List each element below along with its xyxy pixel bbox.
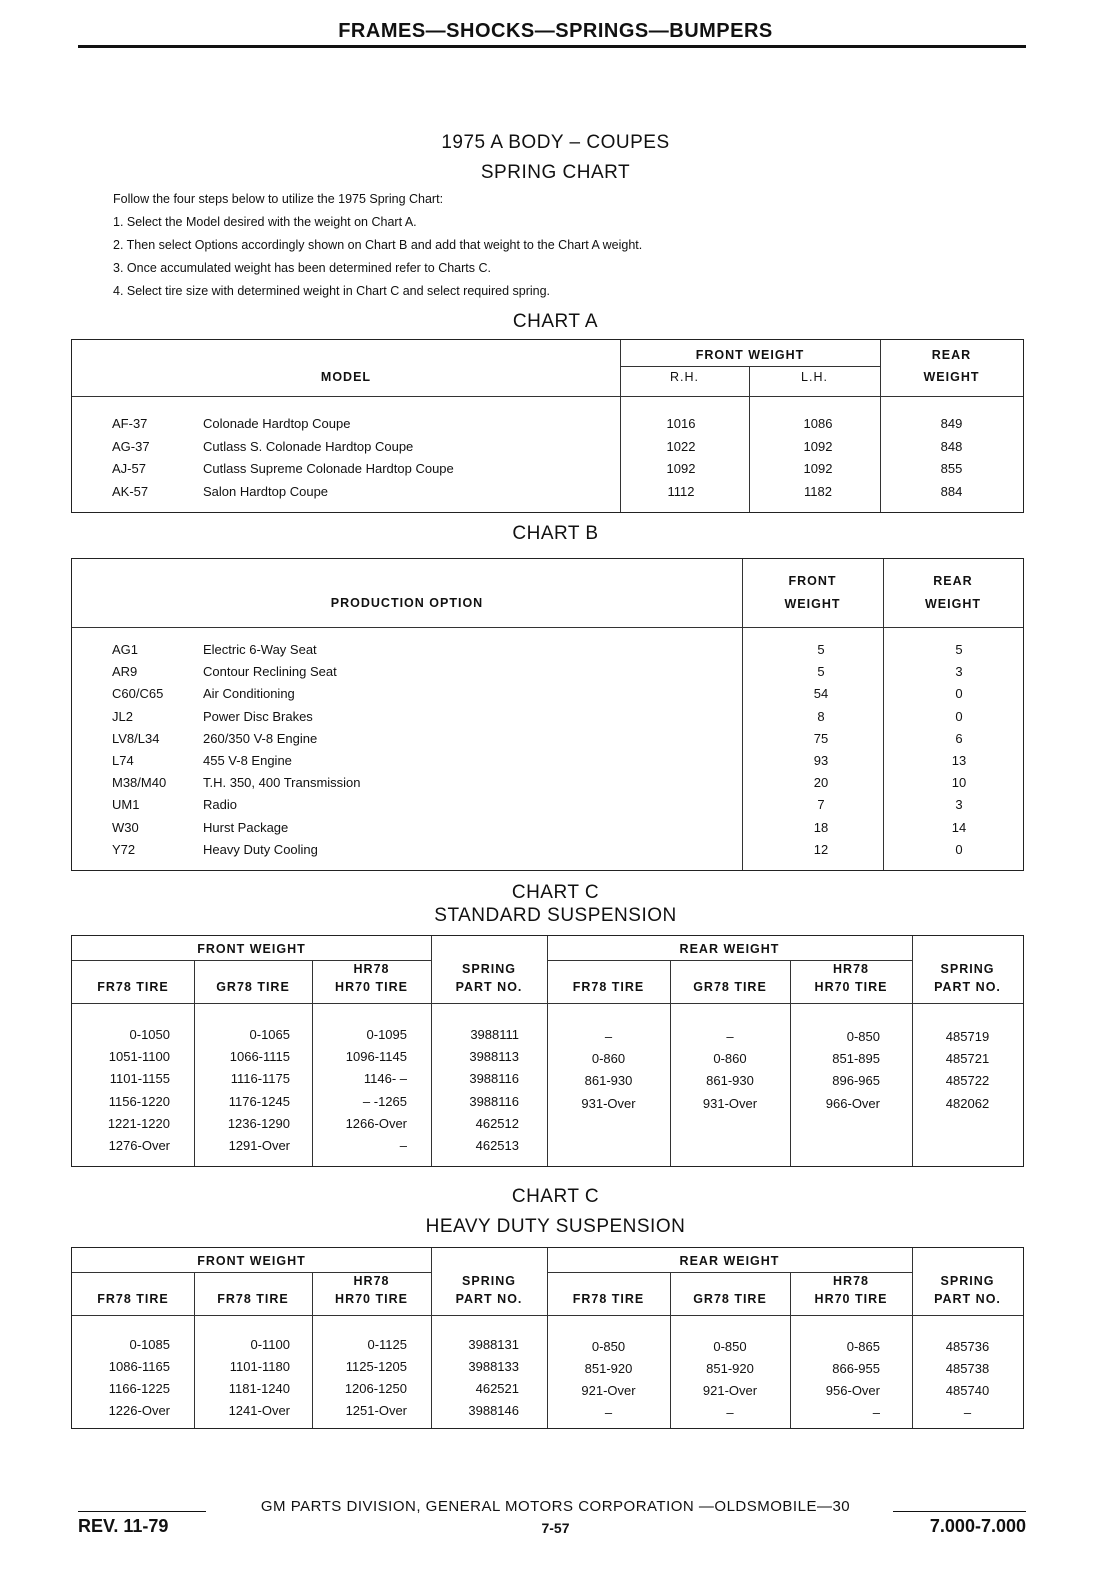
rear-weight: 6 bbox=[955, 730, 963, 746]
column-header-rear: REAR bbox=[931, 348, 972, 362]
front-weight-lh: 1092 bbox=[803, 461, 833, 476]
option-description: Electric 6-Way Seat bbox=[203, 642, 317, 657]
front-gr78: 1066-1115 bbox=[229, 1049, 290, 1065]
column-header-front-weight: FRONT WEIGHT bbox=[197, 942, 306, 956]
column-header-rear-part-no: PART NO. bbox=[934, 1292, 1001, 1306]
front-weight: 12 bbox=[813, 841, 829, 857]
rear-gr78: 861-930 bbox=[706, 1073, 754, 1089]
front-weight: 7 bbox=[817, 797, 825, 813]
option-code: JL2 bbox=[112, 708, 133, 724]
front-weight: 93 bbox=[813, 753, 829, 768]
front-hr70: 0-1095 bbox=[366, 1027, 407, 1042]
front-fr78: 1051-1100 bbox=[108, 1049, 170, 1065]
option-description: Hurst Package bbox=[203, 819, 289, 835]
column-header-rear-spring: SPRING bbox=[940, 962, 995, 976]
rear-fr78: 851-920 bbox=[584, 1361, 633, 1376]
rear-fr78: 0-850 bbox=[591, 1339, 626, 1354]
front-hr70: 1146- – bbox=[363, 1071, 407, 1087]
model-code: AK-57 bbox=[112, 483, 149, 499]
rear-spring-part-no: 485719 bbox=[945, 1029, 990, 1044]
column-header-front-weight: FRONT WEIGHT bbox=[695, 348, 805, 362]
column-header-front: FRONT bbox=[788, 574, 837, 588]
header-divider bbox=[72, 1272, 431, 1273]
front-hr70: 1125-1205 bbox=[345, 1359, 407, 1374]
rear-spring-part-no: 485738 bbox=[945, 1361, 990, 1376]
header-divider bbox=[547, 1272, 912, 1273]
option-code: AG1 bbox=[112, 642, 139, 657]
header-divider bbox=[72, 1003, 1023, 1004]
front-weight: 75 bbox=[813, 730, 829, 746]
front-weight-rh: 1092 bbox=[666, 461, 696, 476]
front-hr70: – bbox=[399, 1138, 407, 1153]
footer-revision: REV. 11-79 bbox=[78, 1516, 169, 1536]
front-weight-rh: 1112 bbox=[667, 483, 695, 499]
rear-spring-part-no: 485740 bbox=[945, 1383, 990, 1398]
front-gr78: 1236-1290 bbox=[227, 1115, 290, 1131]
rear-gr78: 851-920 bbox=[706, 1361, 754, 1376]
header-divider bbox=[72, 396, 1023, 397]
rear-weight: 10 bbox=[951, 775, 967, 791]
front-gr78: 0-1065 bbox=[249, 1027, 290, 1042]
front-fr78: 1101-1155 bbox=[109, 1071, 170, 1087]
chart-c-standard-label: CHART C bbox=[511, 882, 600, 903]
column-header-rear-weight: REAR WEIGHT bbox=[679, 1254, 780, 1268]
chart-c-heavy-duty-sublabel: HEAVY DUTY SUSPENSION bbox=[425, 1216, 686, 1237]
front-gr78: 1116-1175 bbox=[230, 1071, 290, 1087]
front-hr70: 1266-Over bbox=[345, 1115, 407, 1131]
column-header-part-no: PART NO. bbox=[455, 980, 523, 994]
option-code: LV8/L34 bbox=[112, 730, 160, 746]
option-code: Y72 bbox=[112, 841, 136, 857]
rear-weight: 5 bbox=[955, 642, 963, 657]
front-gr78: 1241-Over bbox=[228, 1403, 290, 1418]
front-spring-part-no: 3988133 bbox=[468, 1359, 519, 1374]
rear-hr70: 0-865 bbox=[846, 1339, 880, 1354]
column-header-spring: SPRING bbox=[462, 1274, 516, 1288]
footer-page-number: 7-57 bbox=[541, 1520, 570, 1536]
column-header-front-fr78: FR78 TIRE bbox=[97, 980, 169, 994]
column-header-front-weight: FRONT WEIGHT bbox=[197, 1254, 306, 1268]
front-weight: 20 bbox=[813, 775, 829, 791]
front-gr78: 0-1100 bbox=[250, 1337, 290, 1352]
column-header-front-hr78: HR78 bbox=[353, 1274, 390, 1288]
rear-fr78: 861-930 bbox=[584, 1073, 633, 1089]
front-weight-lh: 1086 bbox=[803, 416, 833, 431]
option-code: UM1 bbox=[112, 797, 140, 813]
front-spring-part-no: 3988146 bbox=[468, 1403, 519, 1418]
model-description: Cutlass Supreme Colonade Hardtop Coupe bbox=[203, 461, 454, 476]
rear-weight: 848 bbox=[940, 438, 963, 454]
chart-a-table bbox=[71, 339, 1024, 513]
column-header-rear-hr78: HR78 bbox=[833, 1274, 869, 1288]
front-spring-part-no: 462512 bbox=[475, 1115, 519, 1131]
rear-hr70: 966-Over bbox=[825, 1095, 880, 1111]
rear-fr78: 0-860 bbox=[591, 1051, 626, 1067]
column-header-rear-hr70: HR70 TIRE bbox=[814, 1292, 888, 1306]
front-spring-part-no: 462513 bbox=[475, 1138, 519, 1153]
front-gr78: 1291-Over bbox=[228, 1138, 290, 1153]
front-spring-part-no: 3988131 bbox=[468, 1337, 519, 1352]
column-header-rh: R.H. bbox=[670, 370, 699, 384]
front-weight-rh: 1022 bbox=[666, 438, 696, 454]
rear-weight: 0 bbox=[955, 841, 963, 857]
option-description: T.H. 350, 400 Transmission bbox=[203, 775, 361, 791]
front-spring-part-no: 3988113 bbox=[469, 1049, 519, 1065]
rear-fr78: – bbox=[604, 1405, 613, 1420]
rear-weight: 0 bbox=[955, 686, 963, 702]
column-header-rear-hr78: HR78 bbox=[833, 962, 869, 976]
document-subtitle: SPRING CHART bbox=[480, 162, 631, 183]
front-weight: 18 bbox=[813, 819, 829, 835]
front-hr70: – -1265 bbox=[362, 1093, 407, 1109]
rear-weight: 849 bbox=[940, 416, 963, 431]
rear-hr70: 956-Over bbox=[825, 1383, 880, 1398]
front-gr78: 1176-1245 bbox=[228, 1093, 290, 1109]
rear-weight: 3 bbox=[955, 664, 963, 680]
front-fr78: 1166-1225 bbox=[108, 1381, 170, 1396]
rear-gr78: 0-850 bbox=[713, 1339, 747, 1354]
rear-weight: 855 bbox=[940, 461, 963, 476]
option-code: C60/C65 bbox=[112, 686, 164, 702]
model-code: AF-37 bbox=[112, 416, 148, 431]
column-header-rear-fr78: FR78 TIRE bbox=[572, 1292, 645, 1306]
front-fr78: 1226-Over bbox=[108, 1403, 170, 1418]
column-header-rear-weight: REAR WEIGHT bbox=[679, 942, 780, 956]
rear-weight: 13 bbox=[951, 753, 967, 768]
header-divider bbox=[547, 960, 912, 961]
front-weight-lh: 1092 bbox=[803, 438, 833, 454]
page-header-title: FRAMES—SHOCKS—SPRINGS—BUMPERS bbox=[338, 20, 773, 42]
chart-c-standard-table bbox=[71, 935, 1024, 1167]
rear-gr78: 921-Over bbox=[702, 1383, 758, 1398]
option-description: Contour Reclining Seat bbox=[203, 664, 337, 680]
rear-spring-part-no: 482062 bbox=[945, 1095, 990, 1111]
option-description: Air Conditioning bbox=[203, 686, 295, 702]
rear-weight: 3 bbox=[955, 797, 963, 813]
option-code: L74 bbox=[112, 753, 134, 768]
front-hr70: 1251-Over bbox=[345, 1403, 407, 1418]
rear-weight: 884 bbox=[940, 483, 963, 499]
rear-hr70: 0-850 bbox=[846, 1029, 880, 1044]
rear-fr78: 931-Over bbox=[581, 1095, 636, 1111]
front-fr78: 1276-Over bbox=[108, 1138, 170, 1153]
rear-gr78: 0-860 bbox=[713, 1051, 747, 1067]
option-description: Heavy Duty Cooling bbox=[203, 841, 318, 857]
front-spring-part-no: 3988116 bbox=[469, 1071, 519, 1087]
rear-fr78: 921-Over bbox=[581, 1383, 636, 1398]
front-fr78: 1156-1220 bbox=[108, 1093, 170, 1109]
front-hr70: 1096-1145 bbox=[345, 1049, 407, 1065]
column-header-front-weight: WEIGHT bbox=[784, 597, 841, 611]
rear-hr70: 866-955 bbox=[832, 1361, 880, 1376]
front-weight: 5 bbox=[817, 664, 825, 680]
option-description: Radio bbox=[203, 797, 237, 813]
column-header-rear-gr78: GR78 TIRE bbox=[693, 1292, 767, 1306]
front-gr78: 1181-1240 bbox=[228, 1381, 290, 1396]
rear-hr70: 851-895 bbox=[832, 1051, 880, 1067]
option-code: AR9 bbox=[112, 664, 138, 680]
rear-spring-part-no: 485722 bbox=[945, 1073, 990, 1089]
column-header-rear-hr70: HR70 TIRE bbox=[814, 980, 888, 994]
front-fr78: 0-1085 bbox=[129, 1337, 170, 1352]
instruction-intro: Follow the four steps below to utilize the 1975 Spring Chart: bbox=[113, 192, 444, 206]
chart-a-label: CHART A bbox=[512, 311, 599, 332]
chart-c-standard-sublabel: STANDARD SUSPENSION bbox=[434, 905, 677, 926]
rear-spring-part-no: 485721 bbox=[945, 1051, 990, 1067]
instruction-step-3: 3. Once accumulated weight has been determined refer to Charts C. bbox=[113, 261, 491, 275]
column-header-front-hr78: HR78 bbox=[353, 962, 390, 976]
rear-fr78: – bbox=[604, 1029, 613, 1044]
front-fr78: 0-1050 bbox=[129, 1027, 170, 1042]
front-gr78: 1101-1180 bbox=[229, 1359, 290, 1374]
column-header-rear-weight: WEIGHT bbox=[925, 597, 981, 611]
header-divider bbox=[72, 960, 431, 961]
column-header-spring: SPRING bbox=[462, 962, 516, 976]
option-description: Power Disc Brakes bbox=[203, 708, 313, 724]
header-divider bbox=[72, 1315, 1023, 1316]
chart-c-heavy-duty-table bbox=[71, 1247, 1024, 1429]
front-fr78: 1086-1165 bbox=[108, 1359, 170, 1374]
front-weight: 5 bbox=[817, 642, 825, 657]
front-weight-rh: 1016 bbox=[666, 416, 696, 431]
front-fr78: 1221-1220 bbox=[107, 1115, 170, 1131]
front-spring-part-no: 462521 bbox=[475, 1381, 519, 1396]
column-header-rear: REAR bbox=[933, 574, 973, 588]
column-header-lh: L.H. bbox=[801, 370, 828, 384]
model-description: Salon Hardtop Coupe bbox=[203, 483, 329, 499]
footer-publisher: GM PARTS DIVISION, GENERAL MOTORS CORPORATION —OLDSMOBILE—30 bbox=[260, 1498, 851, 1515]
column-header-production-option: PRODUCTION OPTION bbox=[330, 596, 484, 610]
column-header-front-hr70: HR70 TIRE bbox=[335, 1292, 408, 1306]
instruction-step-2: 2. Then select Options accordingly shown on Chart B and add that weight to the Chart A weight. bbox=[113, 238, 643, 252]
chart-b-table bbox=[71, 558, 1024, 871]
chart-b-label: CHART B bbox=[512, 523, 599, 544]
front-hr70: 1206-1250 bbox=[344, 1381, 407, 1396]
column-header-front-hr70: HR70 TIRE bbox=[335, 980, 408, 994]
option-description: 455 V-8 Engine bbox=[203, 753, 292, 768]
chart-c-heavy-duty-label: CHART C bbox=[511, 1186, 600, 1207]
document-title: 1975 A BODY – COUPES bbox=[441, 132, 670, 153]
rear-weight: 14 bbox=[951, 819, 967, 835]
header-divider bbox=[72, 627, 1023, 628]
rear-gr78: 931-Over bbox=[702, 1095, 758, 1111]
rear-hr70: 896-965 bbox=[832, 1073, 880, 1089]
column-divider bbox=[547, 1248, 548, 1428]
front-weight-lh: 1182 bbox=[804, 483, 832, 499]
header-rule bbox=[78, 45, 1026, 48]
header-divider bbox=[620, 366, 880, 367]
column-header-model: MODEL bbox=[320, 370, 372, 384]
rear-spring-part-no: 485736 bbox=[945, 1339, 990, 1354]
column-header-weight: WEIGHT bbox=[923, 370, 980, 384]
front-spring-part-no: 3988111 bbox=[470, 1027, 519, 1042]
option-description: 260/350 V-8 Engine bbox=[203, 730, 318, 746]
instruction-step-4: 4. Select tire size with determined weight in Chart C and select required spring. bbox=[113, 284, 551, 298]
option-code: M38/M40 bbox=[112, 775, 167, 791]
front-weight: 54 bbox=[813, 686, 829, 702]
column-header-front-fr78: FR78 TIRE bbox=[97, 1292, 169, 1306]
model-description: Cutlass S. Colonade Hardtop Coupe bbox=[203, 438, 414, 454]
front-hr70: 0-1125 bbox=[367, 1337, 407, 1352]
footer-section-code: 7.000-7.000 bbox=[929, 1516, 1026, 1536]
column-header-rear-fr78: FR78 TIRE bbox=[572, 980, 645, 994]
column-header-part-no: PART NO. bbox=[455, 1292, 523, 1306]
front-weight: 8 bbox=[817, 708, 825, 724]
front-spring-part-no: 3988116 bbox=[469, 1093, 519, 1109]
column-header-rear-spring: SPRING bbox=[940, 1274, 995, 1288]
column-header-rear-part-no: PART NO. bbox=[934, 980, 1001, 994]
option-code: W30 bbox=[112, 819, 139, 835]
rear-gr78: – bbox=[726, 1405, 734, 1420]
rear-weight: 0 bbox=[955, 708, 963, 724]
model-code: AG-37 bbox=[112, 438, 150, 454]
instruction-step-1: 1. Select the Model desired with the weight on Chart A. bbox=[113, 215, 417, 229]
column-header-front-fr78-2: FR78 TIRE bbox=[217, 1292, 289, 1306]
rear-gr78: – bbox=[726, 1029, 734, 1044]
rear-spring-part-no: – bbox=[963, 1405, 972, 1420]
column-header-rear-gr78: GR78 TIRE bbox=[693, 980, 767, 994]
model-code: AJ-57 bbox=[112, 461, 146, 476]
rear-hr70: – bbox=[872, 1405, 880, 1420]
model-description: Colonade Hardtop Coupe bbox=[203, 416, 351, 431]
column-header-front-gr78: GR78 TIRE bbox=[216, 980, 290, 994]
